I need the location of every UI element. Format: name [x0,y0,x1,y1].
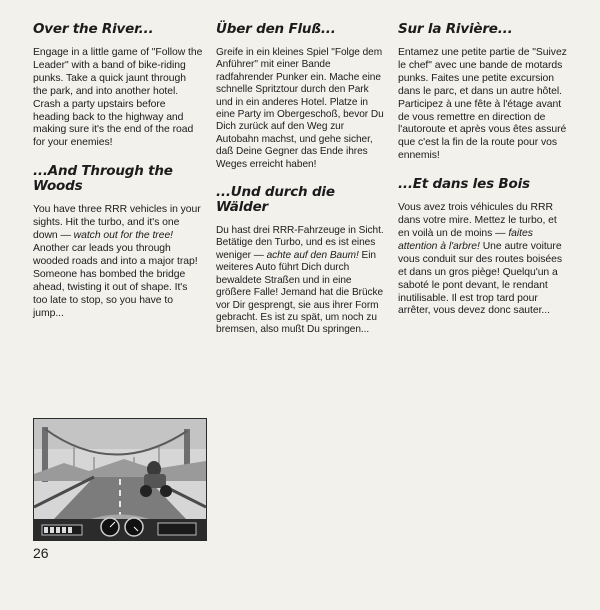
paragraph-sur-la-riviere: Entamez une petite partie de "Suivez le chef" avec une bande de motards punks. Faites une petite excursion dans le parc, et dans un autre hôtel. Participez à une fête à l'étage avant de vous remettre en direction de l'autoroute et après vous êtes assuré que c'est la fin de la route pour vos ennemis! [398,47,567,162]
heading-through-the-woods: ...And Through the Woods [33,163,173,195]
heading-durch-die-waelder: ...Und durch die Wälder [216,184,335,216]
emphasis-text: faites attention à l'arbre! [398,227,533,252]
text-segment: Du hast drei RRR-Fahrzeuge in Sicht. Betätige den Turbo, und es ist eines weniger — [216,225,384,261]
text-segment: Ein weiteres Auto führt Dich durch bewaldete Straßen und in eine größere Falle! Jemand hat die Brücke vor Dir gesprengt, sie aus ihrer Form gebracht. Es ist zu spät, um noch zu bremsen, also mußt Du springen... [216,249,384,336]
paragraph-dans-les-bois [398,202,570,318]
english-column [33,22,203,334]
paragraph-over-the-river: Engage in a little game of "Follow the Leader" with a band of bike-riding punks. Take a quick jaunt through the park, and into another hotel. Crash a party upstairs before heading back to the highway and making sure it's the end of the road for your enemies! [33,47,203,149]
french-column [398,22,570,332]
heading-sur-la-riviere: Sur la Rivière... [398,21,513,37]
german-column [216,22,386,351]
heading-ueber-den-fluss: Über den Fluß... [216,21,336,37]
paragraph-durch-die-waelder [216,225,386,337]
heading-over-the-river: Over the River... [33,21,154,37]
paragraph-ueber-den-fluss: Greife in ein kleines Spiel "Folge dem Anführer" mit einer Bande radfahrender Punker ein. Mache eine schnelle Spritztour durch den Park und in ein anderes Hotel. Platze in eine Party im Obergeschoß, bevor Du Dich zurück auf den Weg zur Autobahn machst, und gehe sicher, daß Deine Gegner das Ende ihres Weges erreicht haben! [216,47,384,170]
page-number: 26 [33,545,49,561]
text-segment: Une autre voiture vous conduit sur des routes boisées et dans un gros piège! Quelqu'un a saboté le pont devant, le rendant inutilisable. Il est trop tard pour arrêter, vous devez donc sauter... [398,240,563,317]
heading-dans-les-bois: ...Et dans les Bois [398,176,530,193]
emphasis-text: watch out for the tree! [73,230,174,242]
text-segment: You have three RRR vehicles in your sights. Hit the turbo, and it's one down — [33,204,201,242]
game-screenshot-art [34,419,206,540]
text-segment: Vous avez trois véhicules du RRR dans votre mire. Mettez le turbo, et en voilà un de moins — [398,202,557,239]
emphasis-text: achte auf den Baum! [266,249,359,261]
paragraph-through-the-woods [33,204,203,320]
text-segment: Another car leads you through wooded roads and into a major trap! Someone has bombed the bridge ahead, twisting it out of shape. It's too late to stop, so you have to jump... [33,242,198,319]
game-screenshot [33,418,207,541]
